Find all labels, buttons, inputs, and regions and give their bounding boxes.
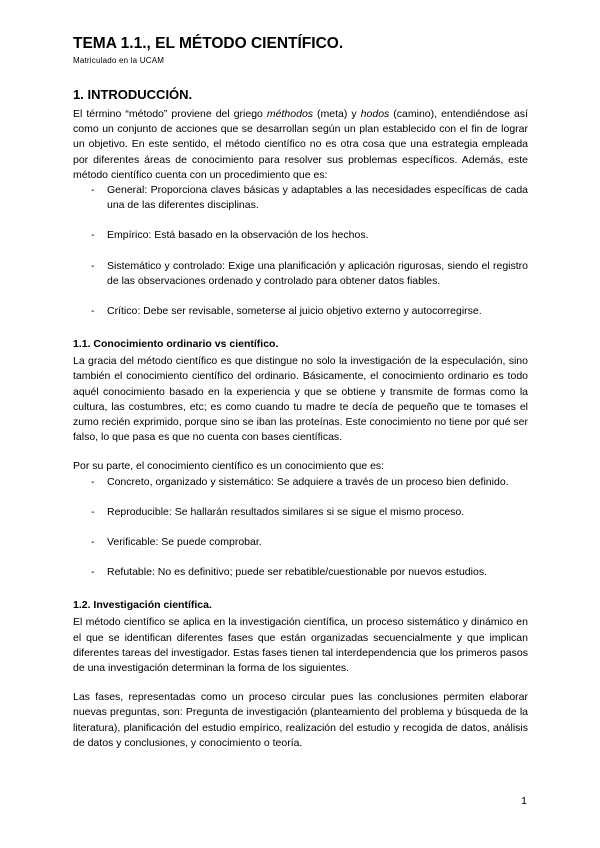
list-item-empirico: - Empírico: Está basado en la observación de los hechos. bbox=[73, 228, 528, 243]
page-number: 1 bbox=[521, 795, 527, 807]
intro-term-methodos: méthodos bbox=[266, 108, 314, 120]
intro-text-part1: El término “método” proviene del griego bbox=[73, 108, 267, 120]
list-item-verificable: - Verificable: Se puede comprobar. bbox=[73, 535, 528, 550]
document-subtitle: Matriculado en la UCAM bbox=[73, 56, 165, 65]
subsection-heading-conocimiento: 1.1. Conocimiento ordinario vs científico. bbox=[73, 338, 279, 351]
list-item-critico: - Crítico: Debe ser revisable, someterse al juicio objetivo externo y autocorregirse. bbox=[73, 304, 528, 319]
subsection-heading-investigacion: 1.2. Investigación científica. bbox=[73, 599, 212, 612]
list-item-general: - General: Proporciona claves básicas y adaptables a las necesidades específicas de cada una de las diferentes disciplinas. bbox=[73, 183, 528, 213]
intro-text-part2: (meta) y bbox=[313, 108, 361, 120]
section-heading-introduccion: 1. INTRODUCCIÓN. bbox=[73, 87, 193, 102]
intro-term-hodos: hodos bbox=[360, 108, 390, 120]
page-content bbox=[73, 34, 528, 751]
scientific-knowledge-list bbox=[73, 475, 528, 581]
method-characteristics-list bbox=[73, 183, 528, 319]
list-item-refutable: - Refutable: No es definitivo; puede ser rebatible/cuestionable por nuevos estudios. bbox=[73, 565, 528, 580]
investigacion-paragraph-1: El método científico se aplica en la investigación científica, un proceso sistemático y dinámico en el que se identifican diferentes fases que están organizadas secuencialmente y que implican diferentes tareas del investigador. Estas fases tienen tal interdependencia que los primeros pasos de una investigación determinan la forma de los siguientes. bbox=[73, 616, 528, 675]
list-item-reproducible: - Reproducible: Se hallarán resultados similares si se sigue el mismo proceso. bbox=[73, 505, 528, 520]
list-item-sistematico: - Sistemático y controlado: Exige una planificación y aplicación rigurosas, siendo el registro de las observaciones ordenado y controlado para obtener datos fiables. bbox=[73, 259, 528, 289]
intro-paragraph bbox=[73, 107, 528, 183]
conocimiento-paragraph-1: La gracia del método científico es que distingue no solo la investigación de la especulación, sino también el conocimiento científico del ordinario. Básicamente, el conocimiento ordinario es todo aquél conocimiento basado en la experiencia y que se obtiene y transmite de formas como la cultura, las costumbres, etc; es como cuando tu madre te decía de pequeño que te tomases el zumo recién exprimido, porque sino se iban las proteínas. Este conocimiento no tiene por qué ser falso, lo que pasa es que no cuenta con bases científicas. bbox=[73, 355, 528, 444]
list-item-concreto: - Concreto, organizado y sistemático: Se adquiere a través de un proceso bien definido. bbox=[73, 475, 528, 490]
intro-text-part3: (camino), entendiéndose así como un conjunto de acciones que se desarrollan según un plan establecido con el fin de lograr un objetivo. En este sentido, el método científico no es otra cosa que una estrategia empleada por diferentes áreas de conocimiento para resolver sus problemas específicos. Además, este método científico cuenta con un procedimiento que es: bbox=[73, 108, 528, 181]
investigacion-paragraph-2: Las fases, representadas como un proceso circular pues las conclusiones permiten elaborar nuevas preguntas, son: Pregunta de investigación (planteamiento del problema y búsqueda de la literatura), planificación del estudio empírico, realización del estudio y recogida de datos, análisis de datos y conclusiones, y conocimiento o teoría. bbox=[73, 691, 528, 749]
document-title: TEMA 1.1., EL MÉTODO CIENTÍFICO. bbox=[73, 35, 344, 52]
conocimiento-paragraph-2: Por su parte, el conocimiento científico es un conocimiento que es: bbox=[73, 460, 385, 473]
